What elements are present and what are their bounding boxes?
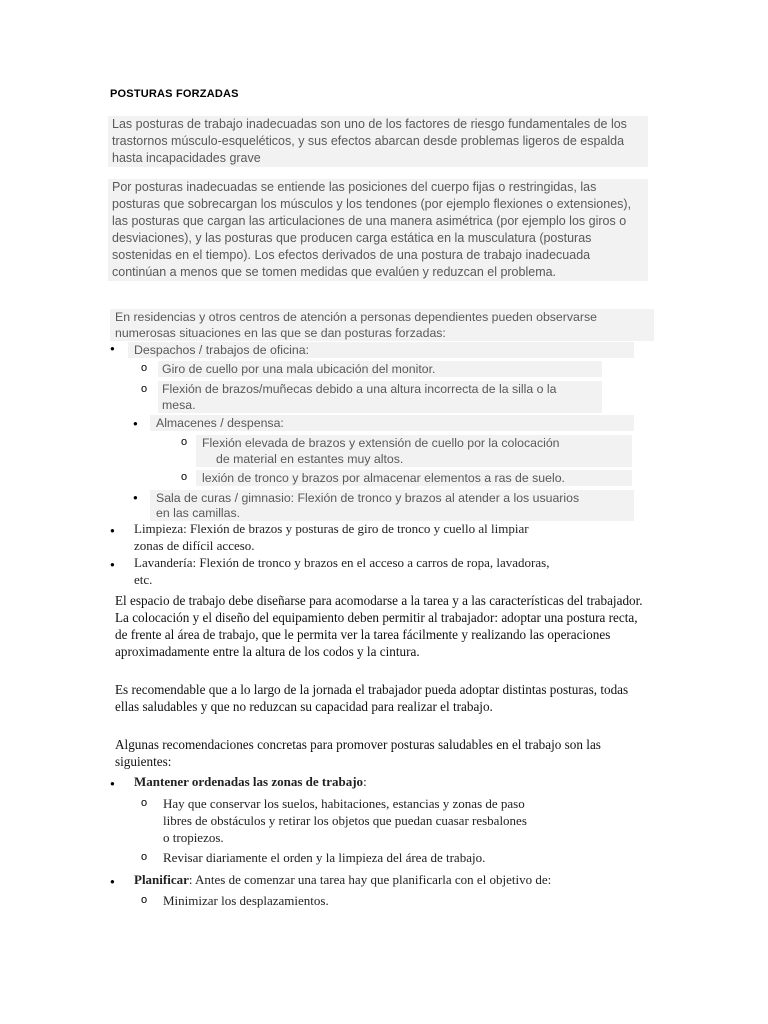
- sub-bullet-icon: o: [181, 436, 188, 448]
- list-item-sala-1: Sala de curas / gimnasio: Flexión de tronco y brazos al atender a los usuarios: [150, 490, 634, 506]
- page-title: POSTURAS FORZADAS: [110, 88, 239, 100]
- sub-bullet-icon: o: [141, 362, 148, 374]
- list-item-revisar: Revisar diariamente el orden y la limpieza del área de trabajo.: [163, 850, 486, 865]
- bullet-icon: ●: [110, 560, 115, 569]
- intro-paragraph-1: Las posturas de trabajo inadecuadas son uno de los factores de riesgo fundamentales de los trastornos músculo-esqueléticos, y sus efectos abarcan desde problemas ligeros de espalda hasta incapacidades grave: [108, 116, 648, 167]
- list-item-conservar-1: Hay que conservar los suelos, habitaciones, estancias y zonas de paso: [163, 796, 525, 811]
- bullet-icon: ●: [133, 419, 138, 428]
- espacio-paragraph: El espacio de trabajo debe diseñarse para acomodarse a la tarea y a las características del trabajador. La colocación y el diseño del equipamiento deben permitir al trabajador: adoptar una postura recta, de frente al área de trabajo, que le permita ver la tarea fácilmente y realizando las operaciones aproximadamente entre la altura de los codos y la cintura.: [115, 593, 643, 659]
- intro-paragraph-2: Por posturas inadecuadas se entiende las posiciones del cuerpo fijas o restringidas, las posturas que sobrecargan los músculos y los tendones (por ejemplo flexiones o extensiones), las posturas que cargan las articulaciones de una manera asimétrica (por ejemplo los giros o desviaciones), y las posturas que producen carga estática en la musculatura (posturas sostenidas en el tiempo). Los efectos derivados de una postura de trabajo inadecuada continúan a menos que se tomen medidas que evalúen y reduzcan el problema.: [108, 179, 648, 281]
- list-item-limpieza-2: zonas de difícil acceso.: [134, 538, 255, 553]
- mantener-bold: Mantener ordenadas las zonas de trabajo: [134, 774, 364, 789]
- sub-bullet-icon: o: [181, 471, 188, 483]
- bullet-icon: ●: [110, 877, 115, 886]
- list-item-lavanderia-1: Lavandería: Flexión de tronco y brazos en el acceso a carros de ropa, lavadoras,: [134, 555, 550, 570]
- sub-bullet-icon: o: [141, 383, 148, 395]
- list-item-mantener: [134, 773, 367, 790]
- list-item-planificar: [134, 871, 551, 888]
- sub-bullet-icon: o: [141, 894, 148, 906]
- bullet-icon: ●: [133, 493, 138, 502]
- mantener-tail: :: [363, 774, 367, 789]
- list-item-despachos: Despachos / trabajos de oficina:: [128, 342, 634, 358]
- recomendable-paragraph: Es recomendable que a lo largo de la jornada el trabajador pueda adoptar distintas posturas, todas ellas saludables y que no reduzcan su capacidad para realizar el trabajo.: [115, 682, 629, 714]
- list-item-lexion-tronco: lexión de tronco y brazos por almacenar elementos a ras de suelo.: [196, 470, 632, 486]
- planificar-tail: : Antes de comenzar una tarea hay que planificarla con el objetivo de:: [188, 872, 552, 887]
- list-item-sala-2: en las camillas.: [150, 505, 634, 521]
- residencias-line-2: numerosas situaciones en las que se dan posturas forzadas:: [110, 325, 654, 341]
- bullet-icon: ●: [110, 526, 115, 535]
- sub-bullet-icon: o: [141, 851, 148, 863]
- list-item-almacenes: Almacenes / despensa:: [150, 415, 634, 431]
- planificar-bold: Planificar: [134, 872, 189, 887]
- sub-bullet-icon: o: [141, 797, 148, 809]
- list-item-limpieza-1: Limpieza: Flexión de brazos y posturas de giro de tronco y cuello al limpiar: [134, 521, 529, 536]
- bullet-icon: ●: [110, 344, 115, 353]
- residencias-line-1: En residencias y otros centros de atención a personas dependientes pueden observarse: [110, 309, 654, 325]
- list-item-lavanderia-2: etc.: [134, 572, 153, 587]
- list-item-flexion-brazos-2: mesa.: [158, 397, 602, 413]
- list-item-giro: Giro de cuello por una mala ubicación del monitor.: [158, 361, 602, 377]
- algunas-paragraph: Algunas recomendaciones concretas para promover posturas saludables en el trabajo son las siguientes:: [115, 737, 601, 769]
- list-item-conservar-3: o tropiezos.: [163, 830, 224, 845]
- bullet-icon: ●: [110, 779, 115, 788]
- list-item-conservar-2: libres de obstáculos y retirar los objetos que puedan cuasar resbalones: [163, 813, 527, 828]
- list-item-flexion-brazos-1: Flexión de brazos/muñecas debido a una altura incorrecta de la silla o la: [158, 381, 602, 397]
- list-item-flexion-elevada-1: Flexión elevada de brazos y extensión de cuello por la colocación: [196, 435, 632, 451]
- list-item-minimizar: Minimizar los desplazamientos.: [163, 893, 329, 908]
- list-item-flexion-elevada-2: de material en estantes muy altos.: [196, 451, 632, 467]
